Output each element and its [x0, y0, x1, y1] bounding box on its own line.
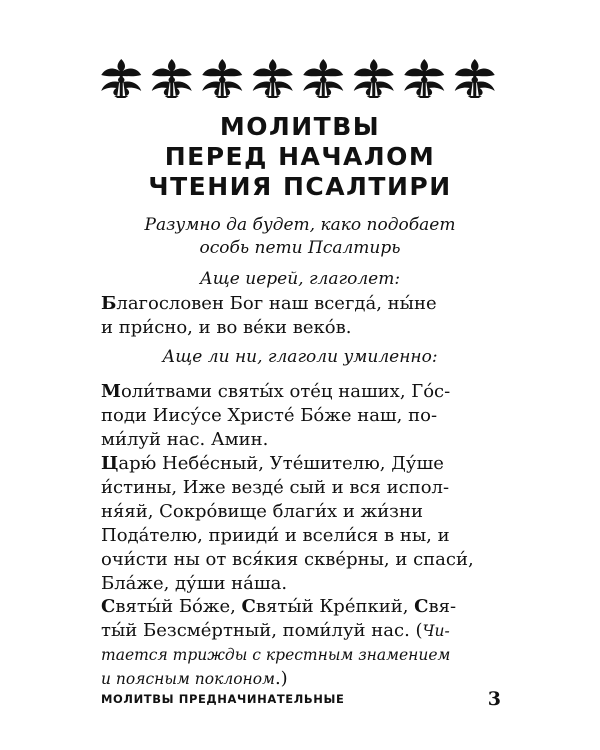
title-line-3: ЧТЕНИЯ ПСАЛТИРИ: [148, 172, 452, 201]
priest-prayer-line-1: [101, 292, 503, 316]
rubric-inline: Чи-: [422, 622, 450, 640]
title-line-2: ПЕРЕД НАЧАЛОМ: [164, 142, 436, 171]
prayer-king-line-4: Пода́телю, прииди́ и всели́ся в ны, и: [101, 525, 450, 546]
prayer-jesus-line-1: [101, 380, 503, 404]
prayer-jesus-line-2: поди Иису́се Христе́ Бо́же наш, по-: [101, 405, 438, 426]
line-text: вя-: [428, 596, 457, 617]
priest-prayer: [101, 292, 503, 340]
line-text: .): [274, 668, 288, 689]
rubric-priest: Аще иерей, глаголет:: [199, 269, 401, 289]
priest-prayer-line-2: и при́сно, и во ве́ки веко́в.: [101, 317, 352, 338]
prayer-jesus: [101, 380, 503, 452]
ornament-motif: [303, 59, 343, 98]
subtitle: [100, 214, 500, 260]
page-footer: [101, 688, 501, 708]
trisagion-line-3: тается трижды с крестным знамением: [101, 646, 451, 664]
bold-initial: С: [414, 596, 429, 617]
rubric-layman: Аще ли ни, глаголи умиленно:: [162, 347, 438, 367]
drop-initial: Б: [101, 293, 117, 314]
ornament-svg: [96, 58, 500, 98]
line-text: лагословен Бог наш всегда́, ны́не: [116, 293, 437, 314]
prayer-king-line-3: ня́яй, Сокро́вище благи́х и жи́зни: [101, 501, 423, 522]
prayer-king-line-6: Бла́же, ду́ши на́ша.: [101, 573, 288, 594]
line-text: вяты́й Кре́пкий,: [255, 596, 415, 617]
line-text: вяты́й Бо́же,: [115, 596, 242, 617]
trisagion-line-1: [101, 595, 503, 619]
running-title: МОЛИТВЫ ПРЕДНАЧИНАТЕЛЬНЫЕ: [101, 692, 345, 706]
ornament-motif: [152, 59, 192, 98]
trisagion-line-2: [101, 619, 503, 643]
drop-initial: М: [101, 381, 121, 402]
line-text: арю́ Небе́сный, Уте́шителю, Ду́ше: [118, 453, 444, 474]
ornament-motif: [253, 59, 293, 98]
page-title: [90, 112, 510, 202]
subtitle-line-1: Разумно да будет, како подобает: [144, 215, 456, 235]
line-text: оли́твами святы́х оте́ц наших, Го́с-: [120, 381, 451, 402]
ornamental-header-band: [96, 58, 500, 98]
subtitle-line-2: особь пети Псалтирь: [199, 238, 401, 258]
ornament-motif: [354, 59, 394, 98]
prayer-trisagion: [101, 595, 503, 691]
prayer-jesus-line-3: ми́луй нас. Амин.: [101, 429, 269, 450]
prayer-heavenly-king: [101, 452, 503, 596]
page-number: 3: [487, 688, 501, 710]
bold-initial: С: [241, 596, 256, 617]
drop-initial: С: [101, 596, 116, 617]
title-line-1: МОЛИТВЫ: [219, 112, 381, 141]
drop-initial: Ц: [101, 453, 119, 474]
ornament-motif: [455, 59, 495, 98]
line-text: ты́й Безсме́ртный, поми́луй нас. (: [101, 620, 423, 641]
prayer-king-line-5: очи́сти ны от вся́кия скве́рны, и спаси́,: [101, 549, 474, 570]
ornament-motif: [101, 59, 141, 98]
ornament-motif: [202, 59, 242, 98]
prayer-king-line-2: и́стины, Иже везде́ сый и вся испол-: [101, 477, 450, 498]
prayer-king-line-1: [101, 452, 503, 476]
ornament-motif: [404, 59, 444, 98]
rubric-inline: и поясным поклоном: [101, 670, 275, 688]
